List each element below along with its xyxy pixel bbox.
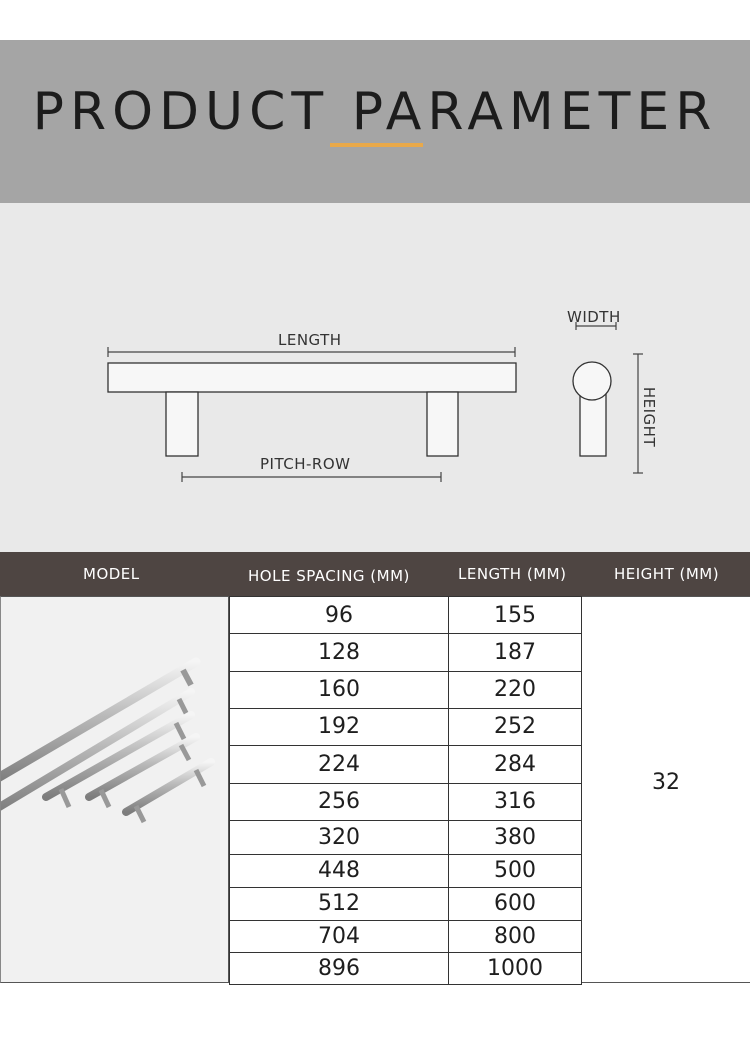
- table-row: [229, 672, 582, 709]
- length-cell: 252: [449, 709, 582, 745]
- table-row: [229, 855, 582, 888]
- length-cell: 284: [449, 746, 582, 783]
- length-cell: 800: [449, 921, 582, 952]
- hole-spacing-cell: 224: [229, 746, 449, 783]
- hole-spacing-cell: 128: [229, 634, 449, 671]
- length-cell: 155: [449, 597, 582, 633]
- length-cell: 500: [449, 855, 582, 887]
- table-row: [229, 953, 582, 985]
- height-label: HEIGHT: [640, 386, 658, 448]
- length-cell: 187: [449, 634, 582, 671]
- table-row: [229, 784, 582, 821]
- pitch-row-label: PITCH-ROW: [260, 455, 351, 473]
- table-row: [229, 596, 582, 634]
- table-row: [229, 821, 582, 855]
- table-row: [229, 634, 582, 672]
- hole-spacing-cell: 896: [229, 953, 449, 984]
- model-product-image: [0, 596, 229, 983]
- width-label: WIDTH: [567, 308, 621, 326]
- handle-leg-right: [427, 392, 458, 456]
- length-cell: 220: [449, 672, 582, 708]
- length-cell: 600: [449, 888, 582, 920]
- hole-spacing-cell: 320: [229, 821, 449, 854]
- stainless-handles-image: [1, 597, 229, 983]
- handle-leg-left: [166, 392, 198, 456]
- header-hole-spacing: HOLE SPACING (MM): [248, 567, 410, 585]
- header-length: LENGTH (MM): [458, 565, 567, 583]
- length-cell: 1000: [449, 953, 582, 984]
- handle-drawing: [0, 203, 750, 552]
- height-value: 32: [652, 770, 680, 795]
- hole-spacing-cell: 96: [229, 597, 449, 633]
- title-accent-underline: [330, 143, 423, 147]
- title-banner: [0, 40, 750, 203]
- dimension-diagram: [0, 203, 750, 552]
- handle-bar: [108, 363, 516, 392]
- table-row: [229, 709, 582, 746]
- header-height: HEIGHT (MM): [614, 565, 720, 583]
- hole-spacing-cell: 448: [229, 855, 449, 887]
- hole-spacing-cell: 192: [229, 709, 449, 745]
- length-label: LENGTH: [278, 331, 342, 349]
- table-row: [229, 888, 582, 921]
- hole-spacing-cell: 256: [229, 784, 449, 820]
- hole-spacing-cell: 704: [229, 921, 449, 952]
- page-title: PRODUCT PARAMETER: [32, 82, 718, 142]
- table-row: [229, 746, 582, 784]
- side-view-circle: [573, 362, 611, 400]
- height-value-cell: [582, 596, 750, 983]
- header-model: MODEL: [83, 565, 140, 583]
- table-row: [229, 921, 582, 953]
- pitch-row-dimension-line: [182, 472, 441, 482]
- length-cell: 380: [449, 821, 582, 854]
- length-cell: 316: [449, 784, 582, 820]
- hole-spacing-cell: 160: [229, 672, 449, 708]
- hole-spacing-cell: 512: [229, 888, 449, 920]
- table-header-row: [0, 552, 750, 596]
